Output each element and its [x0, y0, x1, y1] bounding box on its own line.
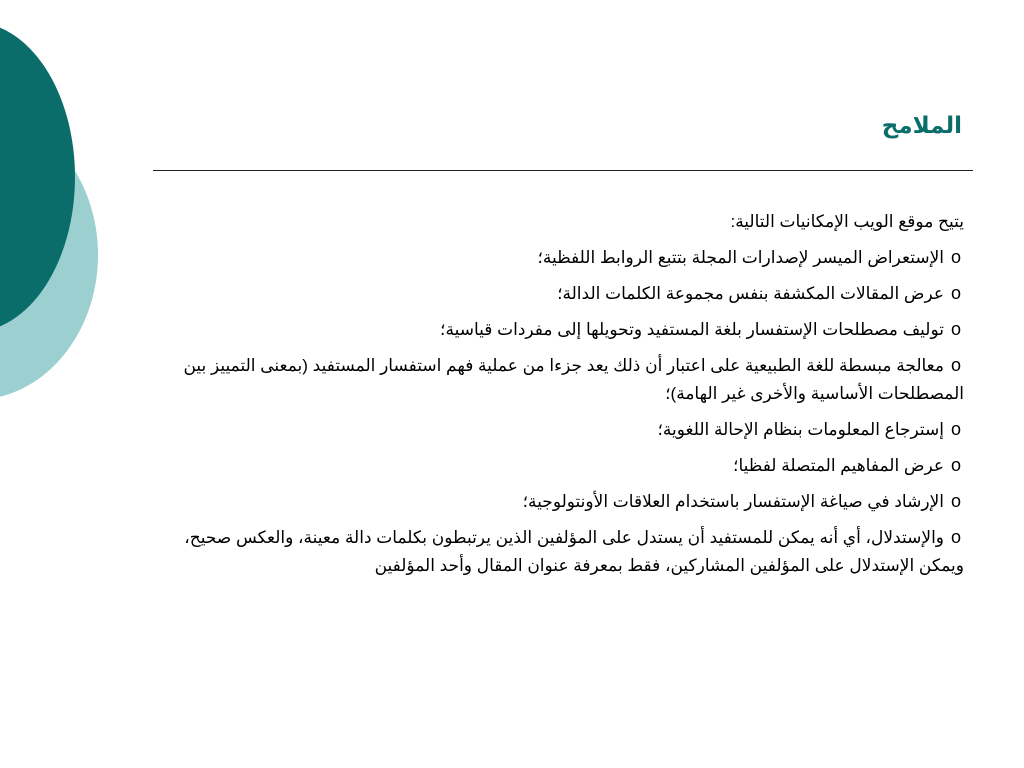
bullet-icon: o — [950, 419, 961, 439]
bullet-icon: o — [950, 283, 961, 303]
list-item-text: إسترجاع المعلومات بنظام الإحالة اللغوية؛ — [657, 420, 944, 439]
list-item — [150, 279, 964, 308]
list-item-text: معالجة مبسطة للغة الطبيعية على اعتبار أن ذلك يعد جزءا من عملية فهم استفسار المستفيد (بمعنى التمييز بين المصطلحات الأساسية والأخرى غير الهامة)؛ — [183, 356, 964, 403]
list-item — [150, 351, 964, 408]
bullet-icon: o — [950, 319, 961, 339]
bullet-icon: o — [950, 455, 961, 475]
list-item-text: والإستدلال، أي أنه يمكن للمستفيد أن يستدل على المؤلفين الذين يرتبطون بكلمات دالة معينة، والعكس صحيح، ويمكن الإستدلال على المؤلفين المشاركين، فقط بمعرفة عنوان المقال وأحد المؤلفين — [184, 528, 964, 575]
slide-title: الملامح — [881, 112, 962, 138]
list-item-text: عرض المفاهيم المتصلة لفظيا؛ — [733, 456, 944, 475]
feature-list — [150, 243, 964, 580]
title-divider — [153, 170, 973, 171]
list-item-text: عرض المقالات المكشفة بنفس مجموعة الكلمات الدالة؛ — [557, 284, 944, 303]
list-item — [150, 415, 964, 444]
slide-content — [150, 208, 964, 587]
list-item-text: الإستعراض الميسر لإصدارات المجلة بتتبع الروابط اللفظية؛ — [537, 248, 944, 267]
bullet-icon: o — [950, 527, 961, 547]
list-item-text: الإرشاد في صياغة الإستفسار باستخدام العلاقات الأونتولوجية؛ — [522, 492, 944, 511]
list-item-text: توليف مصطلحات الإستفسار بلغة المستفيد وتحويلها إلى مفردات قياسية؛ — [440, 320, 944, 339]
list-item — [150, 523, 964, 580]
intro-text: يتيح موقع الويب الإمكانيات التالية: — [730, 212, 964, 231]
list-item — [150, 315, 964, 344]
list-item — [150, 487, 964, 516]
bullet-icon: o — [950, 247, 961, 267]
list-item — [150, 451, 964, 480]
list-item — [150, 243, 964, 272]
bullet-icon: o — [950, 491, 961, 511]
bullet-icon: o — [950, 355, 961, 375]
